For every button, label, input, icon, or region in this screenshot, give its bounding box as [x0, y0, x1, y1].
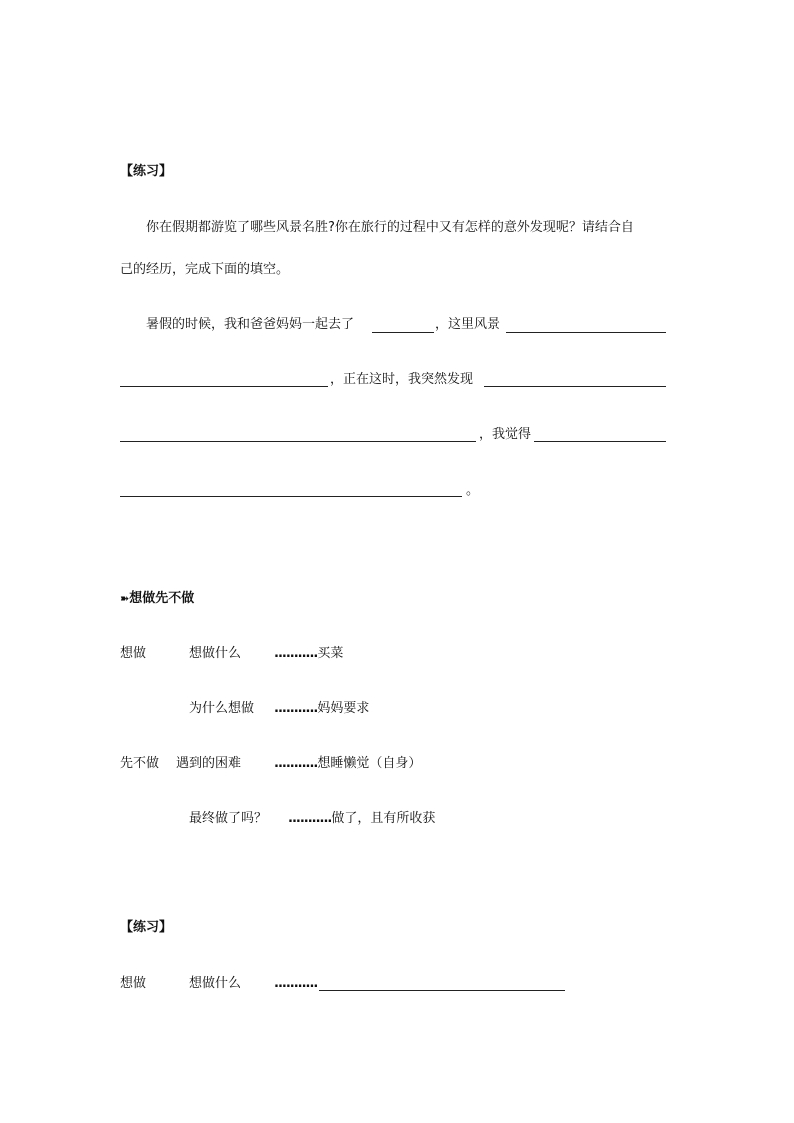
- blank-destination[interactable]: [372, 332, 434, 333]
- example-heading-text: 想做先不做: [129, 591, 195, 606]
- answer-text: 做了，且有所收获: [331, 811, 436, 826]
- practice1-heading: 【练习】: [120, 164, 173, 179]
- blank-scenery-continued[interactable]: [120, 386, 328, 387]
- practice1-prompt-line2: 己的经历，完成下面的填空。: [120, 262, 290, 277]
- example-row2-answer: [274, 700, 369, 718]
- answer-text: 想睡懒觉（自身）: [317, 756, 422, 771]
- blank-practice2-answer[interactable]: [319, 990, 565, 991]
- leader-dots: ...........: [274, 756, 318, 771]
- leader-dots: ...........: [274, 646, 318, 661]
- fill-text-5: 。: [466, 483, 480, 498]
- blank-feeling[interactable]: [534, 441, 666, 442]
- example-row3-col1: 先不做: [120, 756, 160, 771]
- example-row1-col2: 想做什么: [189, 646, 242, 661]
- blank-discovery[interactable]: [484, 386, 666, 387]
- practice2-leader-dots: ...........: [274, 976, 318, 991]
- fill-text-1: 暑假的时候，我和爸爸妈妈一起去了: [146, 317, 355, 332]
- blank-discovery-continued[interactable]: [120, 441, 476, 442]
- example-row3-col2: 遇到的困难: [176, 756, 242, 771]
- practice2-row-col2: 想做什么: [189, 976, 242, 991]
- leader-dots: ...........: [288, 811, 332, 826]
- practice2-row-col1: 想做: [120, 976, 147, 991]
- blank-scenery[interactable]: [506, 332, 666, 333]
- example-row4-col2: 最终做了吗？: [189, 811, 268, 826]
- example-row4-answer: [288, 810, 435, 828]
- example-row1-answer: [274, 645, 343, 663]
- practice1-prompt-line1: 你在假期都游览了哪些风景名胜?你在旅行的过程中又有怎样的意外发现呢？请结合自: [146, 220, 634, 235]
- example-row1-col1: 想做: [120, 646, 147, 661]
- example-row3-answer: [274, 755, 421, 773]
- fill-text-3: ，正在这时，我突然发现: [330, 372, 474, 387]
- example-heading: [120, 590, 194, 608]
- fill-text-4: ，我觉得: [479, 427, 532, 442]
- example-row2-col2: 为什么想做: [189, 701, 255, 716]
- practice2-heading: 【练习】: [120, 920, 173, 935]
- arrow-icon: ➽: [120, 592, 130, 605]
- fill-text-2: ，这里风景: [435, 317, 501, 332]
- answer-text: 买菜: [317, 646, 344, 661]
- answer-text: 妈妈要求: [317, 701, 370, 716]
- leader-dots: ...........: [274, 701, 318, 716]
- blank-feeling-continued[interactable]: [120, 496, 462, 497]
